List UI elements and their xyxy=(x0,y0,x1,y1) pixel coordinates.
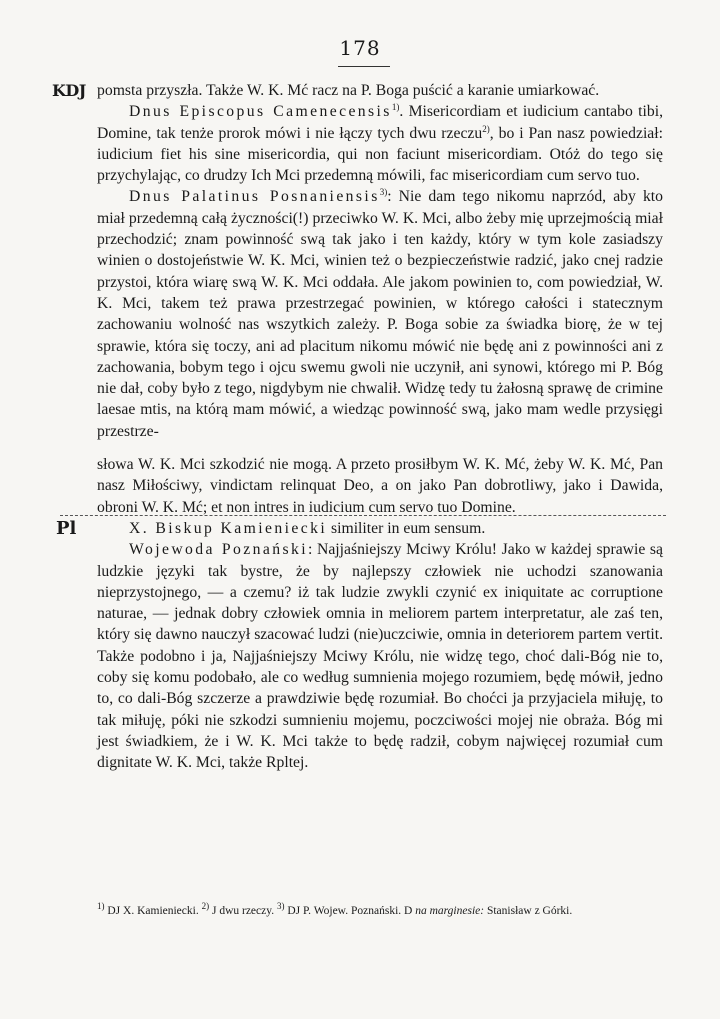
paragraph-3-continued: słowa W. K. Mci szkodzić nie mogą. A przeto prosiłbym W. K. Mć, żeby W. K. Mć, Pan nasz Miłościwy, vindictam relinquat Deo, a on jako Pan dobrotliwy, jako i Dawida, obroni W. K. Mć; et non intres in iudicium cum servo tuo Domine. xyxy=(97,456,663,516)
header-rule xyxy=(338,66,390,67)
margin-marker-pl: Pl xyxy=(56,518,77,539)
speaker-name: X. Biskup Kamieniecki xyxy=(129,519,328,537)
footnote-ref: 1) xyxy=(391,102,400,113)
speaker-name: Dnus Episcopus Camenecensis xyxy=(129,103,392,121)
paragraph-5: Wojewoda Poznański: Najjaśniejszy Mciwy Królu! Jako w każdej sprawie są ludzkie języki tak bystre, że by najlepszy człowiek nie uchodzi szanowania nieprzystojnego, — a czemu? iż tak ludzie zwykli czynić ex iniquitate ac corruptione naturae, — jednak dobry człowiek omnia in meliorem partem interpretatur, ale zaś ten, który się dawno nauczył szacować ludzi (nie)uczciwie, omnia in deteriorem partem vertit. Także podobno i ja, Najjaśniejszy Mciwy Królu, nie widzę tego, choć dali-Bóg nie to, coby się komu podobało, ale co według sumnienia mojego rozumiem, będę mówił, jedno to, co dali-Bóg szczerze a prawdziwie będę rozumiał. Bo choćci ja przyjaciela miłuję, to tak miłuję, póki nie szkodzi sumnieniu mojemu, poczciwości mojej nie obraża. Bóg mi jest świadkiem, że i W. K. Mci także to będę radził, cobym najwięcej rozumiał cum dignitate W. K. Mci, także Rpltej. xyxy=(97,541,663,772)
paragraph-2: Dnus Episcopus Camenecensis$^{1)}$. Misericordiam et iudicium cantabo tibi, Domine, tak tenże prorok mówi i nie łączy tych dwu rzeczu$^{2)}$, bo i Pan nasz powiedział: iudicium fiet his sine misericordia, qui non faciunt misericordiam. Otóż do tego się przychylając, co drudzy Ich Mci przedemną mówili, fac misericordiam cum servo tuo. xyxy=(97,102,663,185)
speaker-name: Dnus Palatinus Posnaniensis xyxy=(129,188,380,206)
footnote-ref: 3) xyxy=(379,187,388,198)
paragraph-1: pomsta przyszła. Także W. K. Mć racz na P. Boga puścić a karanie umiarkować. xyxy=(97,82,600,99)
paragraph-4: X. Biskup Kamieniecki similiter in eum sensum. xyxy=(129,519,486,537)
footnote-ref: 2) xyxy=(482,123,490,134)
footnotes: $^{1)}$ DJ X. Kamieniecki. $^{2)}$ J dwu rzeczy. $^{3)}$ DJ P. Wojew. Poznański. D na marginesie: Stanisław z Górki. xyxy=(97,901,573,917)
margin-marker-kdj: KDJ xyxy=(52,81,86,100)
main-text xyxy=(97,80,663,774)
page-number: 178 xyxy=(339,36,381,60)
speaker-name: Wojewoda Poznański xyxy=(129,541,309,559)
paragraph-3: Dnus Palatinus Posnaniensis$^{3)}$: Nie dam tego nikomu naprzód, aby kto miał przedemną całą życzności(!) przeciwko W. K. Mci, albo żeby mię uprzejmością miał przechodzić; znam powinność swą tak jako i ten każdy, który w tym kole zasiadszy winien o dostojeństwie W. K. Mci, winien też o bezpieczeństwie radzić, jako cnej radzie przystoi, która wiarę swą W. K. Mci oddała. Ale jakom powinien to, com powiedział, W. K. Mci, takem też prawa przestrzegać powinien, w którego całości i statecznym zachowaniu wolność nas wszytkich zależy. P. Boga sobie za świadka biorę, że w tej sprawie, która się toczy, ani ad placitum nikomu mówić nie będę ani z powinności ani z zachowania, bobym tego i ojcu swemu gwoli nie uczynił, ani synowi, którego mi P. Bóg nie dał, coby było z tego, nigdybym nie chwalił. Widzę tedy tu żałosną sprawę de crimine laesae mtis, na którą mam mówić, a wiedząc powinność swą, jako mam wedle przysięgi przestrze- xyxy=(97,187,664,440)
